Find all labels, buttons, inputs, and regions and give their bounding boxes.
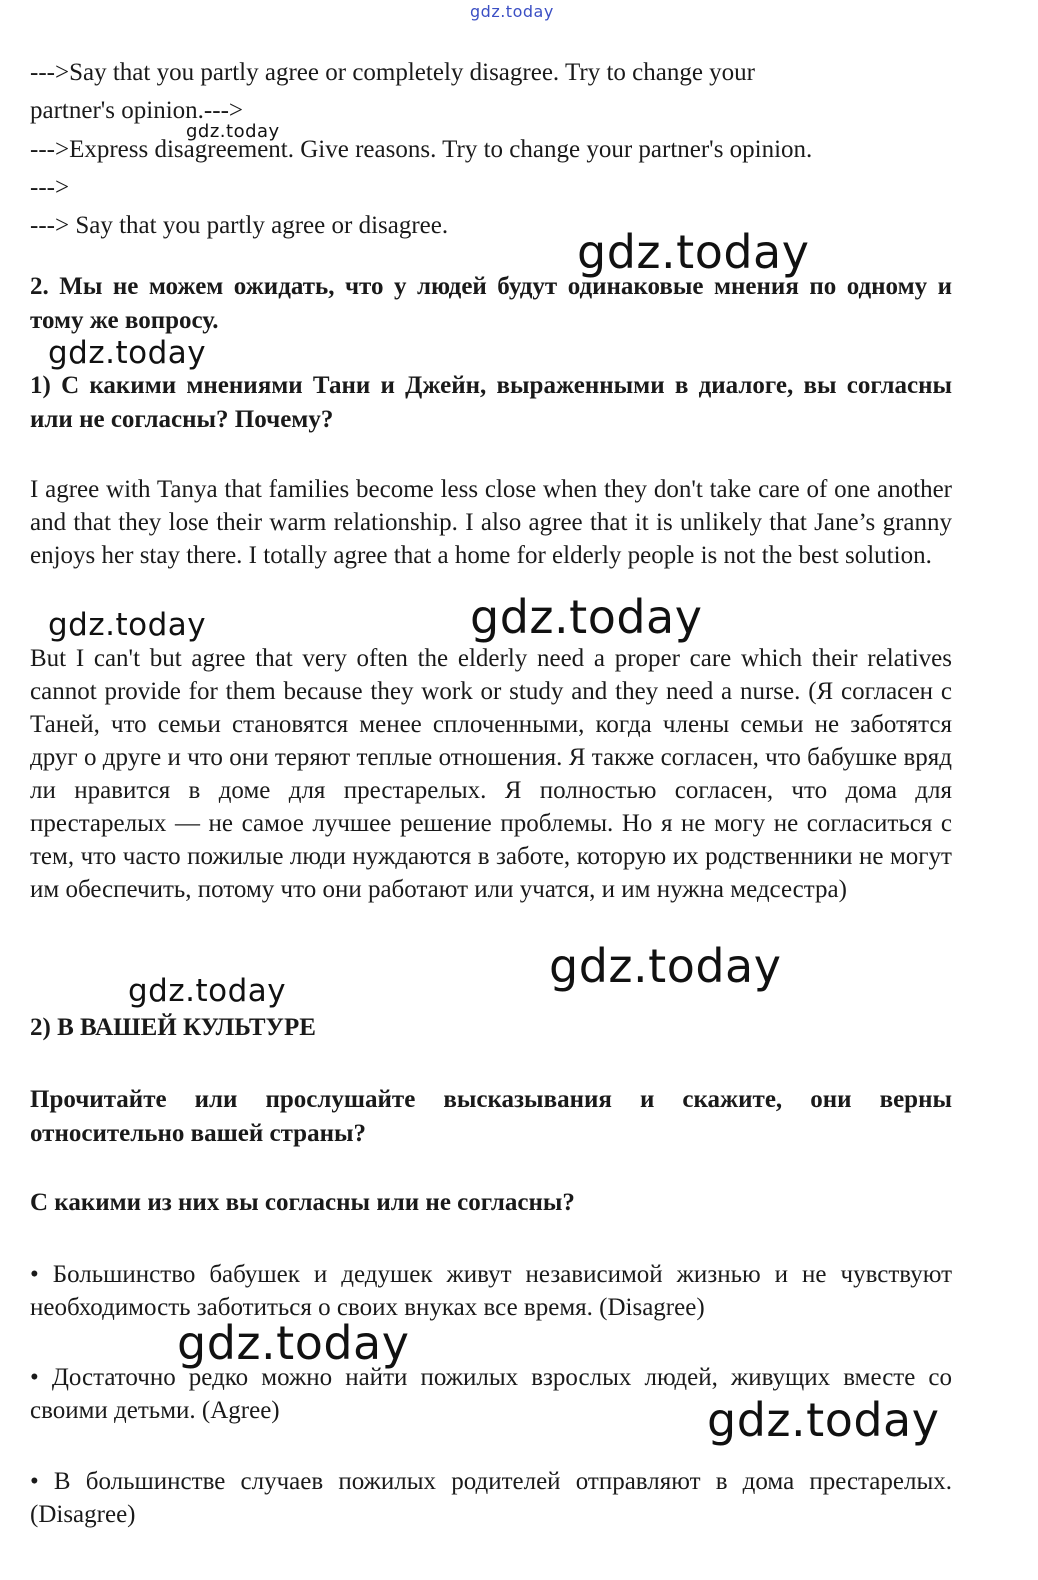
bullet-item-2: • Достаточно редко можно найти пожилых взрослых людей, живущих вместе со своими детьми. (Agree) xyxy=(30,1364,952,1424)
watermark-3: gdz.today xyxy=(48,335,207,371)
answer-paragraph-2: But I can't but agree that very often the elderly need a proper care which their relatives cannot provide for them because they work or study and they need a nurse. (Я согласен с Таней, что семьи становятся менее сплоченными, когда члены семьи не заботятся друг о друге и что они теряют теплые отношения. Я также согласен, что бабушке вряд ли нравится в доме для престарелых. Я полностью согласен, что дома для престарелых — не самое лучшее решение проблемы. Но я не могу не согласиться с тем, что часто пожилые люди нуждаются в заботе, которую их родственники не могут им обеспечить, потому что они работают или учатся, и им нужна медсестра) xyxy=(30,645,952,903)
instruction-line-4: ---> xyxy=(30,174,70,201)
watermark-2: gdz.today xyxy=(577,225,810,279)
watermark-5: gdz.today xyxy=(48,607,207,643)
instruction-line-2: partner's opinion.---> xyxy=(30,97,243,124)
question-2-heading: 2) В ВАШЕЙ КУЛЬТУРЕ xyxy=(30,1014,316,1041)
instruction-line-3: --->Express disagreement. Give reasons. Try to change your partner's opinion. xyxy=(30,136,813,163)
watermark-6: gdz.today xyxy=(549,939,782,993)
instruction-line-5: ---> Say that you partly agree or disagree. xyxy=(30,212,449,239)
question-1: 1) С какими мнениями Тани и Джейн, выраженными в диалоге, вы согласны или не согласны? Почему? xyxy=(30,372,952,433)
watermark-7: gdz.today xyxy=(128,973,287,1009)
watermark-9: gdz.today xyxy=(707,1393,940,1447)
bullet-item-3: • В большинстве случаев пожилых родителей отправляют в дома престарелых. (Disagree) xyxy=(30,1468,952,1528)
question-2-subtask: С какими из них вы согласны или не согласны? xyxy=(30,1189,575,1216)
watermark-1: gdz.today xyxy=(186,121,280,142)
instruction-line-1: --->Say that you partly agree or completely disagree. Try to change your xyxy=(30,59,755,86)
watermark-8: gdz.today xyxy=(177,1316,410,1370)
answer-paragraph-1: I agree with Tanya that families become less close when they don't take care of one another and that they lose their warm relationship. I also agree that it is unlikely that Jane’s granny enjoys her stay there. I totally agree that a home for elderly people is not the best solution. xyxy=(30,476,952,569)
section-heading: 2. Мы не можем ожидать, что у людей будут одинаковые мнения по одному и тому же вопросу. xyxy=(30,273,952,334)
bullet-item-1: • Большинство бабушек и дедушек живут независимой жизнью и не чувствуют необходимость заботиться о своих внуках все время. (Disagree) xyxy=(30,1261,952,1321)
question-2-task: Прочитайте или прослушайте высказывания и скажите, они верны относительно вашей страны? xyxy=(30,1086,952,1147)
watermark-4: gdz.today xyxy=(470,590,703,644)
watermark-top: gdz.today xyxy=(470,2,554,21)
